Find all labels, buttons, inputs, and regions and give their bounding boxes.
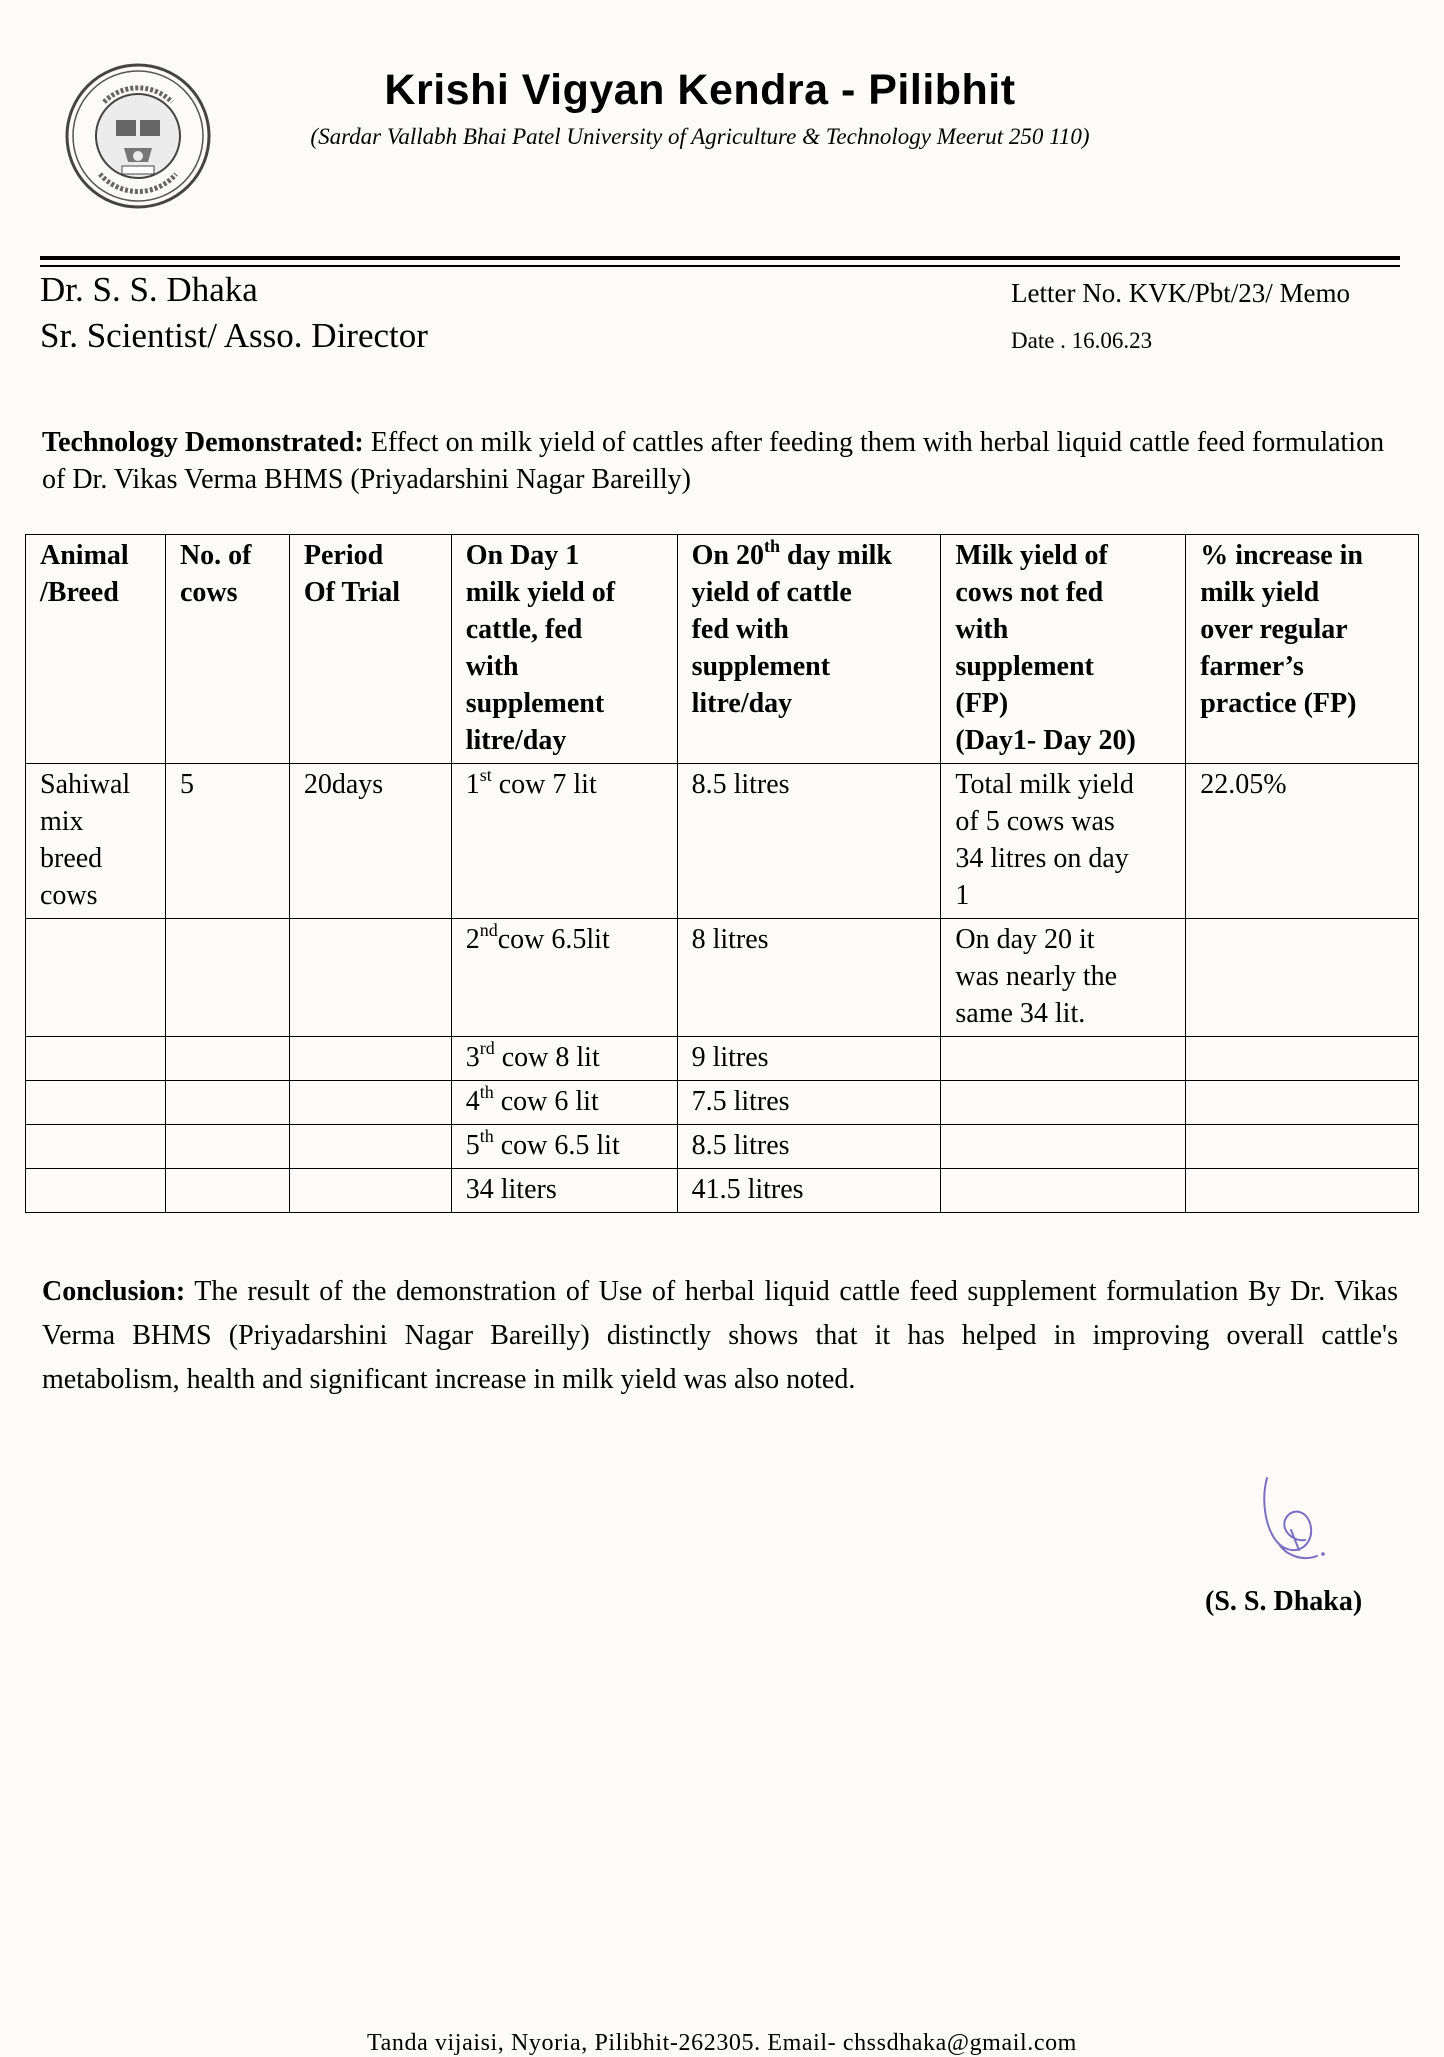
cell-not-fed-yield: Total milk yield of 5 cows was 34 litres on day 1 (941, 764, 1186, 919)
cell-day1-yield: 2ndcow 6.5lit (451, 919, 677, 1037)
cell-day20-yield: 8.5 litres (677, 764, 941, 919)
header-not-fed-yield: Milk yield of cows not fed with supplement (FP) (Day1- Day 20) (941, 535, 1186, 764)
cell-day20-total: 41.5 litres (677, 1169, 941, 1213)
conclusion-label: Conclusion: (42, 1276, 186, 1307)
cell-day20-yield: 8.5 litres (677, 1125, 941, 1169)
cell-day20-yield: 7.5 litres (677, 1081, 941, 1125)
cell-no-of-cows: 5 (165, 764, 289, 919)
organization-title: Krishi Vigyan Kendra - Pilibhit (384, 66, 1016, 114)
header-rule-thick (40, 256, 1400, 260)
cell-period: 20days (289, 764, 451, 919)
cell-day1-yield: 4th cow 6 lit (451, 1081, 677, 1125)
conclusion-paragraph (42, 1270, 1398, 1402)
technology-label: Technology Demonstrated: (42, 427, 364, 458)
header-day1-yield: On Day 1 milk yield of cattle, fed with supplement litre/day (451, 535, 677, 764)
header-animal-breed: Animal /Breed (26, 535, 166, 764)
conclusion-text: The result of the demonstration of Use of herbal liquid cattle feed supplement formulation By Dr. Vikas Verma BHMS (Priyadarshini Nagar Bareilly) distinctly shows that it has helped in improving overall cattle's metabolism, health and significant increase in milk yield was also noted. (42, 1276, 1398, 1395)
technology-demonstrated (42, 424, 1402, 498)
table-row (26, 1081, 1419, 1125)
footer-address: Tanda vijaisi, Nyoria, Pilibhit-262305. Email- chssdhaka@gmail.com (367, 2030, 1077, 2056)
cell-day1-total: 34 liters (451, 1169, 677, 1213)
handwritten-signature (1255, 1470, 1335, 1570)
letter-date: Date . 16.06.23 (1011, 328, 1153, 353)
header-day20-yield: On 20th day milk yield of cattle fed with supplement litre/day (677, 535, 941, 764)
header-percent-increase: % increase in milk yield over regular farmer’s practice (FP) (1186, 535, 1419, 764)
results-table (25, 534, 1419, 1213)
header-no-of-cows: No. of cows (165, 535, 289, 764)
table-row (26, 764, 1419, 919)
university-seal-logo (64, 62, 212, 210)
table-row (26, 1037, 1419, 1081)
signatory-name: (S. S. Dhaka) (1205, 1586, 1363, 1617)
table-row (26, 1125, 1419, 1169)
cell-percent-increase: 22.05% (1186, 764, 1419, 919)
table-total-row (26, 1169, 1419, 1213)
letter-number: Letter No. KVK/Pbt/23/ Memo (1011, 278, 1350, 308)
table-header-row (26, 535, 1419, 764)
technology-text: Effect on milk yield of cattles after feeding them with herbal liquid cattle feed formulation of Dr. Vikas Verma BHMS (Priyadarshini Nagar Bareilly) (42, 427, 1385, 495)
sender-name: Dr. S. S. Dhaka (40, 270, 258, 309)
cell-day1-yield: 1st cow 7 lit (451, 764, 677, 919)
cell-day20-yield: 8 litres (677, 919, 941, 1037)
cell-animal-breed: Sahiwal mix breed cows (26, 764, 166, 919)
organization-subtitle: (Sardar Vallabh Bhai Patel University of Agriculture & Technology Meerut 250 110) (310, 124, 1090, 149)
cell-not-fed-yield: On day 20 it was nearly the same 34 lit. (941, 919, 1186, 1037)
header-period-of-trial: Period Of Trial (289, 535, 451, 764)
table-row (26, 919, 1419, 1037)
cell-day20-yield: 9 litres (677, 1037, 941, 1081)
header-rule-thin (40, 265, 1400, 267)
sender-title: Sr. Scientist/ Asso. Director (40, 316, 428, 355)
cell-day1-yield: 3rd cow 8 lit (451, 1037, 677, 1081)
cell-day1-yield: 5th cow 6.5 lit (451, 1125, 677, 1169)
